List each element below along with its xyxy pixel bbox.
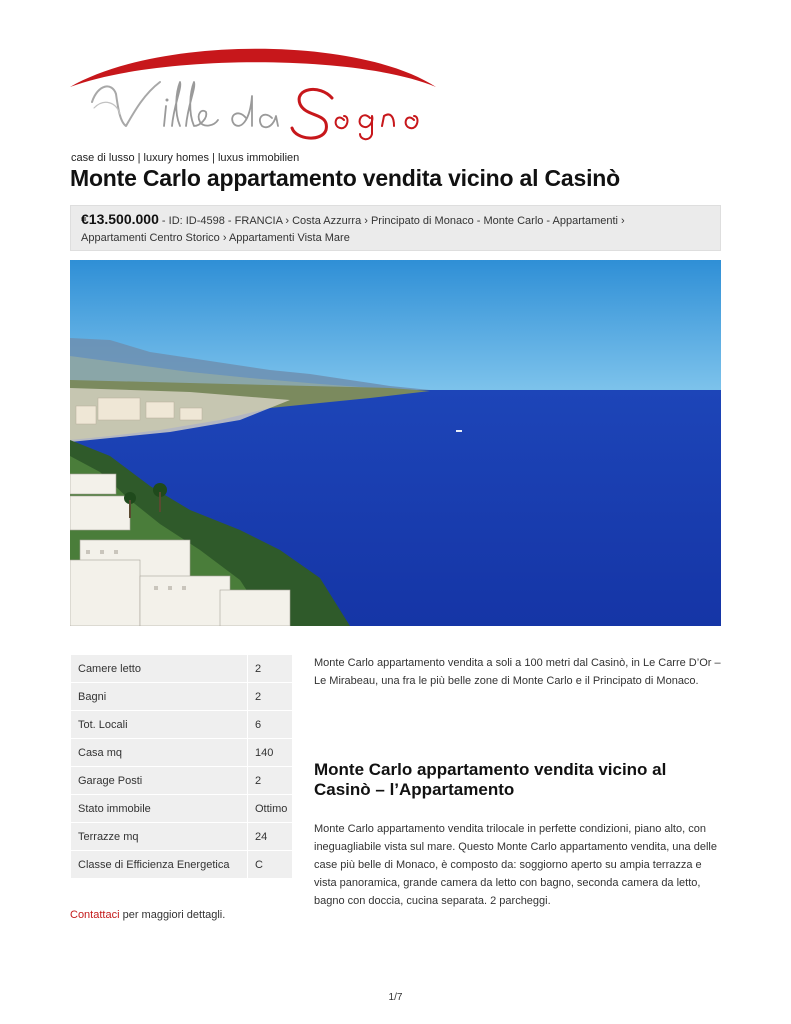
tagline: case di lusso | luxury homes | luxus immobilien	[71, 152, 300, 164]
spec-label: Garage Posti	[71, 767, 248, 795]
property-specs-table	[70, 654, 293, 879]
page-title: Monte Carlo appartamento vendita vicino al Casinò	[70, 165, 620, 191]
spec-label: Stato immobile	[71, 795, 248, 823]
spec-value: 2	[248, 655, 293, 683]
spec-label: Camere letto	[71, 655, 248, 683]
spec-value: 140	[248, 739, 293, 767]
table-row	[71, 655, 293, 683]
page-number: 1/7	[388, 992, 403, 1003]
contact-text: per maggiori dettagli.	[119, 909, 226, 921]
spec-label: Classe di Efficienza Energetica	[71, 851, 248, 879]
description-paragraph: Monte Carlo appartamento vendita trilocale in perfette condizioni, piano alto, con ineguagliabile vista sul mare. Questo Monte Carlo appartamento vendita, una delle case più belle di Monaco, è composto da: soggiorno aperto su ampia terrazza e vista panoramica, grande camera da letto con bagno, seconda camera da letto, bagno con doccia, cucina separata. 2 parcheggi.	[314, 823, 717, 907]
contact-link[interactable]: Contattaci	[70, 909, 120, 921]
table-row	[71, 767, 293, 795]
listing-categories[interactable]: Appartamenti Centro Storico › Appartamenti Vista Mare	[81, 232, 350, 244]
spec-value: 24	[248, 823, 293, 851]
table-row	[71, 851, 293, 879]
spec-value: 2	[248, 767, 293, 795]
spec-value: 6	[248, 711, 293, 739]
coastline-sea-photo	[70, 260, 721, 626]
table-row	[71, 683, 293, 711]
section-heading: Monte Carlo appartamento vendita vicino al Casinò – l’Appartamento	[314, 760, 667, 799]
contact-line	[70, 909, 225, 921]
table-row	[71, 795, 293, 823]
table-row	[71, 823, 293, 851]
listing-breadcrumb[interactable]: - ID: ID-4598 - FRANCIA › Costa Azzurra › Principato di Monaco - Monte Carlo - Appartamenti ›	[158, 215, 625, 227]
price: €13.500.000	[81, 211, 159, 227]
table-row	[71, 739, 293, 767]
spec-value: Ottimo	[248, 795, 293, 823]
spec-value: C	[248, 851, 293, 879]
logo-red-arc	[70, 49, 436, 87]
spec-label: Casa mq	[71, 739, 248, 767]
boat	[456, 430, 462, 432]
spec-value: 2	[248, 683, 293, 711]
logo-script-text	[92, 82, 417, 139]
spec-label: Terrazze mq	[71, 823, 248, 851]
ville-da-sogno-logo[interactable]	[68, 42, 440, 142]
spec-label: Tot. Locali	[71, 711, 248, 739]
intro-paragraph: Monte Carlo appartamento vendita a soli a 100 metri dal Casinò, in Le Carre D’Or – Le Mirabeau, una fra le più belle zone di Monte Carlo e il Principato di Monaco.	[314, 657, 721, 687]
spec-label: Bagni	[71, 683, 248, 711]
table-row	[71, 711, 293, 739]
listing-info-bar	[70, 205, 721, 251]
